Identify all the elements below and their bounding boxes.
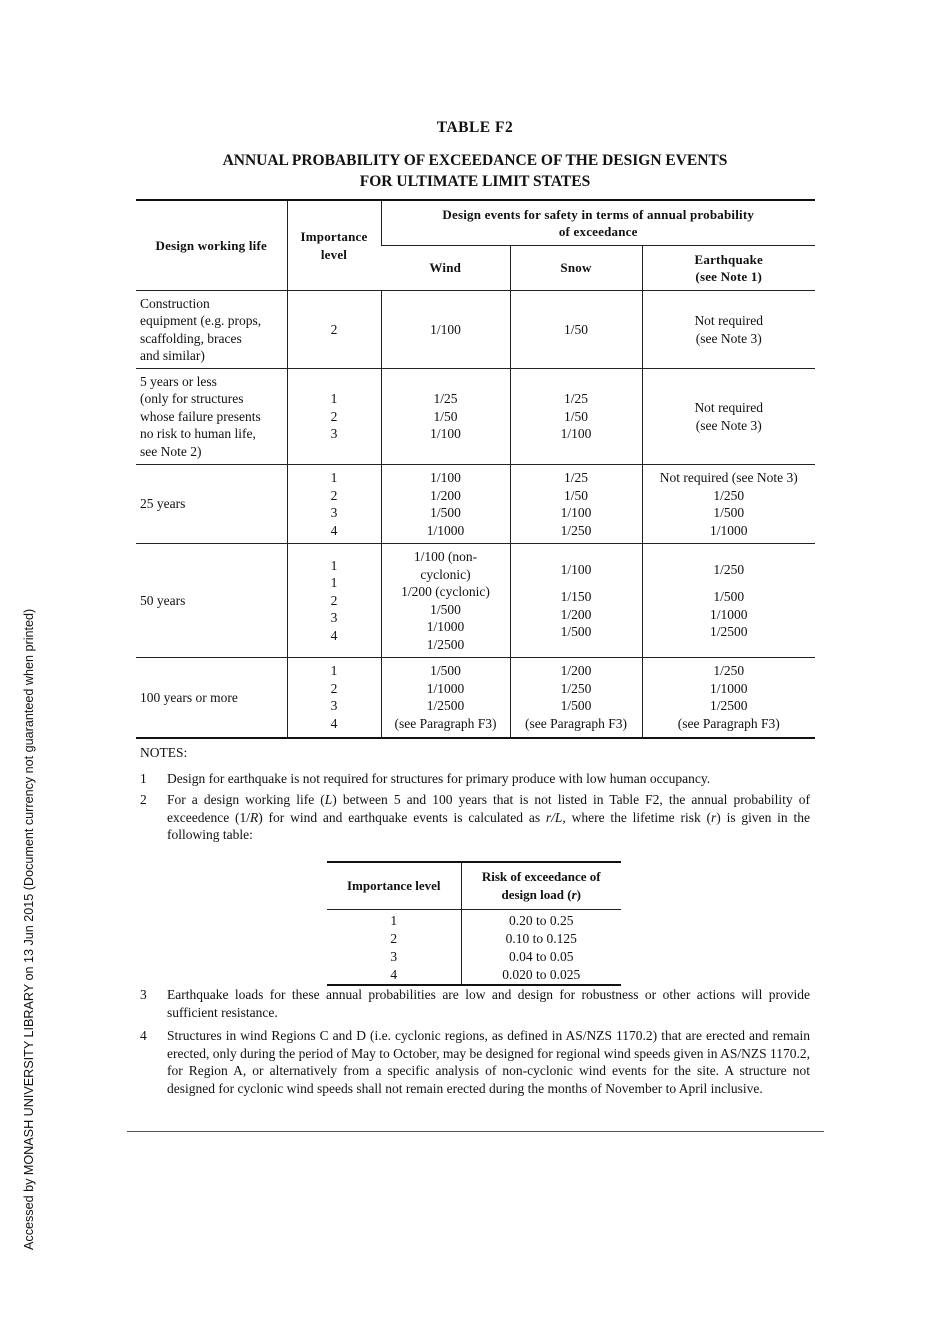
wind-cell: 1/100 (non- cyclonic) 1/200 (cyclonic) 1/500 1/1000 1/2500: [381, 544, 510, 658]
notes-heading: NOTES:: [140, 745, 188, 760]
table-row: [136, 544, 815, 658]
exceedance-table: [136, 199, 815, 739]
earthquake-cell: Not required (see Note 3): [642, 369, 815, 465]
notes-continued: [140, 986, 810, 1101]
note-1: 1 Design for earthquake is not required for structures for primary produce with low human occupancy.: [140, 770, 711, 786]
header-earthquake: Earthquake (see Note 1): [642, 246, 815, 291]
table-title-line-2: FOR ULTIMATE LIMIT STATES: [359, 173, 591, 190]
snow-cell: 1/200 1/250 1/500 (see Paragraph F3): [510, 658, 642, 738]
wind-cell: 1/25 1/50 1/100: [381, 369, 510, 465]
table-row: [136, 369, 815, 465]
table-row: 2 0.10 to 0.125: [327, 930, 621, 948]
wind-cell: 1/100 1/200 1/500 1/1000: [381, 465, 510, 544]
earthquake-cell: 1/250 1/500 1/1000 1/2500: [642, 544, 815, 658]
note-4: 4 Structures in wind Regions C and D (i.e. cyclonic regions, as defined in AS/NZS 1170.2) that are erected and remain erected, only during the period of May to October, may be designed for regional wind speeds given in AS/NZS 1170.2, for Region A, or alternatively from a specific analysis of non-cyclonic wind events for the site. A structure not designed for cyclonic wind speeds shall not remain erected during the months of November to April inclusive.: [140, 1028, 810, 1096]
importance-cell: 1 2 3: [287, 369, 381, 465]
risk-header-importance: Importance level: [327, 862, 461, 910]
table-title: [0, 150, 950, 192]
header-design-events: Design events for safety in terms of annual probability of exceedance: [381, 200, 815, 246]
bottom-divider: [127, 1131, 824, 1132]
working-life-cell: Construction equipment (e.g. props, scaffolding, braces and similar): [136, 291, 287, 369]
header-working-life: Design working life: [136, 200, 287, 291]
access-watermark: Accessed by MONASH UNIVERSITY LIBRARY on 13 Jun 2015 (Document currency not guaranteed when printed): [22, 608, 36, 1250]
table-title-line-1: ANNUAL PROBABILITY OF EXCEEDANCE OF THE DESIGN EVENTS: [222, 152, 728, 169]
snow-cell: 1/50: [510, 291, 642, 369]
importance-cell: 1 2 3 4: [287, 658, 381, 738]
working-life-cell: 25 years: [136, 465, 287, 544]
importance-cell: 1 2 3 4: [287, 465, 381, 544]
risk-table: [327, 861, 621, 986]
note-2: 2 For a design working life (L) between 5 and 100 years that is not listed in Table F2, the annual probability of exceedence (1/R) for wind and earthquake events is calculated as r/L, where the lifetime risk (r) is given in the following table:: [140, 792, 810, 842]
importance-cell: 1 1 2 3 4: [287, 544, 381, 658]
wind-cell: 1/500 1/1000 1/2500 (see Paragraph F3): [381, 658, 510, 738]
header-importance-level: Importance level: [287, 200, 381, 291]
snow-cell: 1/25 1/50 1/100 1/250: [510, 465, 642, 544]
importance-cell: 2: [287, 291, 381, 369]
working-life-cell: 50 years: [136, 544, 287, 658]
working-life-cell: 5 years or less (only for structures whose failure presents no risk to human life, see Note 2): [136, 369, 287, 465]
snow-cell: 1/25 1/50 1/100: [510, 369, 642, 465]
table-row: 4 0.020 to 0.025: [327, 966, 621, 985]
risk-header-risk: Risk of exceedance of design load (r): [461, 862, 621, 910]
table-number: TABLE F2: [436, 119, 514, 136]
wind-cell: 1/100: [381, 291, 510, 369]
earthquake-cell: Not required (see Note 3): [642, 291, 815, 369]
notes-section: [140, 744, 810, 848]
snow-cell: 1/100 1/150 1/200 1/500: [510, 544, 642, 658]
table-row: [136, 291, 815, 369]
note-3: 3 Earthquake loads for these annual probabilities are low and design for robustness or other actions will provide sufficient resistance.: [140, 987, 810, 1020]
earthquake-cell: 1/250 1/1000 1/2500 (see Paragraph F3): [642, 658, 815, 738]
header-wind: Wind: [381, 246, 510, 291]
header-snow: Snow: [510, 246, 642, 291]
table-row: [136, 465, 815, 544]
table-row: 3 0.04 to 0.05: [327, 948, 621, 966]
table-row: 1 0.20 to 0.25: [327, 910, 621, 931]
earthquake-cell: Not required (see Note 3) 1/250 1/500 1/1000: [642, 465, 815, 544]
table-row: [136, 658, 815, 738]
working-life-cell: 100 years or more: [136, 658, 287, 738]
